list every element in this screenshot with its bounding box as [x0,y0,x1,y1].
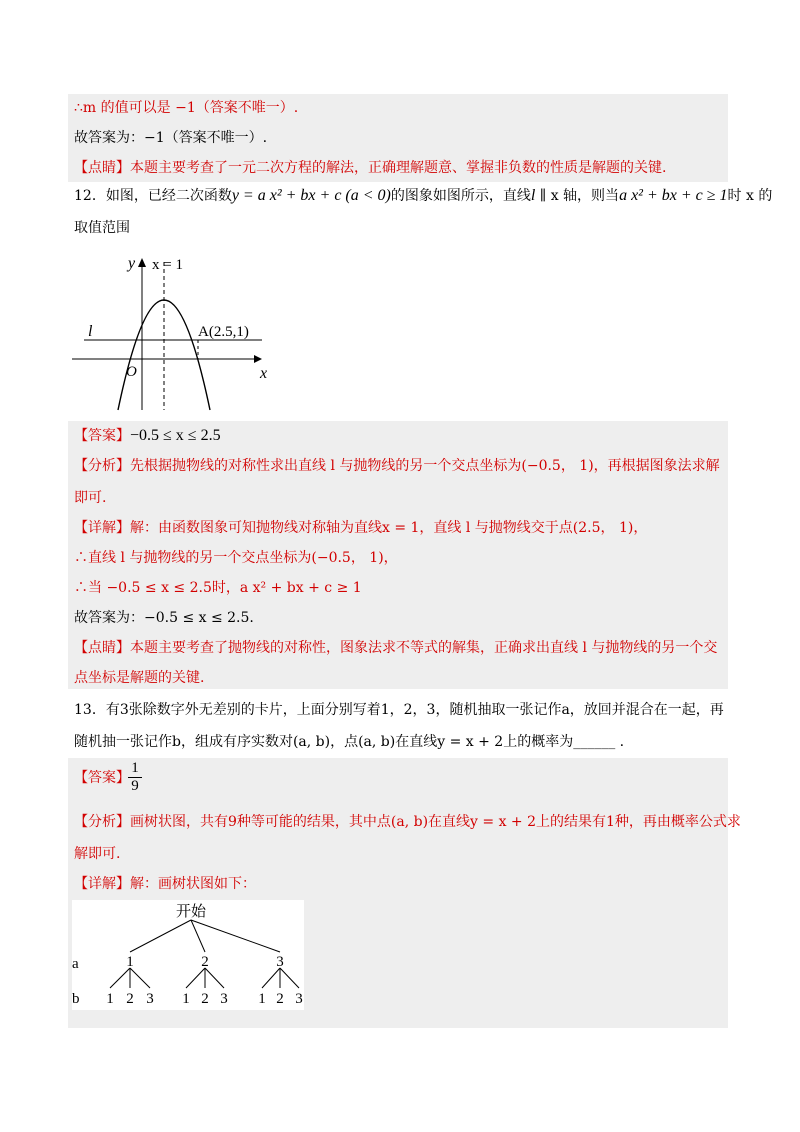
q12-detail-4: 故答案为：−0.5 ≤ x ≤ 2.5. [74,610,254,626]
q12-x-axis-text: x 轴，则当 [550,188,620,204]
line-l-label: l [88,323,93,340]
analysis-text: 画树状图，共有9种等可能的结果，其中点(a, b)在直线y = x + 2上的结果有1种，再由概率公式求 [130,814,741,830]
q12-stem-text-2: 的图象如图所示，直线 [390,188,531,204]
q11-line-2: 故答案为：−1（答案不唯一）. [74,130,268,146]
q11-insight [74,158,666,178]
q13-detail-1 [74,874,256,894]
y-axis-arrow-icon [138,258,146,267]
q13-tree-diagram [72,900,304,1010]
tree-node: 1 [126,954,134,970]
symmetry-axis-label: x = 1 [152,257,183,273]
tree-node: 2 [201,954,209,970]
insight-tag: 【点睛】 [74,160,130,176]
x-axis-label: x [260,365,268,382]
q12-inequality: a x² + bx + c ≥ 1 [619,187,728,204]
q12-parallel: ∥ [535,188,551,204]
tree-leaf: 3 [220,991,228,1007]
q13-stem-line-2: 随机抽一张记作b，组成有序实数对(a, b)，点(a, b)在直线y = x + 2上的概率为______ . [74,734,625,750]
detail-text: 解：画树状图如下： [130,876,256,892]
q12-stem-line-1 [74,186,772,206]
tree-level-1 [126,954,284,970]
tree-leaf: 3 [295,991,303,1007]
tree-leaf: 2 [201,991,209,1007]
analysis-tag: 【分析】 [74,814,130,830]
origin-label: O [126,364,137,380]
tree-leaf: 1 [258,991,266,1007]
insight-text: 本题主要考查了一元二次方程的解法，正确理解题意、掌握非负数的性质是解题的关键. [130,160,667,176]
answer-value: −0.5 ≤ x ≤ 2.5 [130,427,221,444]
analysis-tag: 【分析】 [74,458,130,474]
tree-row-b-label: b [72,991,80,1007]
insight-tag: 【点睛】 [74,640,130,656]
tree-level-2 [106,991,303,1007]
q12-stem-line-2: 取值范围 [74,220,130,236]
point-a-label: A(2.5,1) [198,324,249,340]
q12-insight-2: 点坐标是解题的关键. [74,670,205,686]
detail-tag: 【详解】 [74,876,130,892]
fraction-denominator: 9 [128,777,142,795]
q12-analysis-2: 即可. [74,490,107,506]
tree-leaf: 2 [276,991,284,1007]
tree-leaf: 1 [182,991,190,1007]
q12-detail-1 [74,518,647,538]
q13-analysis-2: 解即可. [74,846,121,862]
q12-insight-1 [74,638,717,658]
answer-tag: 【答案】 [74,428,130,444]
tree-root: 开始 [175,904,207,920]
tree-leaf: 1 [106,991,114,1007]
q11-line-1: ∴m 的值可以是 −1（答案不唯一）. [74,100,299,116]
q13-analysis-1 [74,812,741,832]
tree-leaf: 2 [126,991,134,1007]
tree-row-a-label: a [72,956,79,972]
q12-stem-text: 12．如图，已经二次函数 [74,188,232,204]
q12-analysis-1 [74,456,720,476]
q12-answer [74,426,221,446]
q12-function-equation: y = a x² + bx + c (a < 0) [231,187,391,204]
q13-answer [74,768,130,788]
tree-node: 3 [276,954,284,970]
fraction-numerator: 1 [131,760,139,776]
q12-stem-text-3: 时 x 的 [727,188,773,204]
analysis-text: 先根据抛物线的对称性求出直线 l 与抛物线的另一个交点坐标为(−0.5， 1)，再根据图象法求解 [130,458,720,474]
q12-detail-3: ∴当 −0.5 ≤ x ≤ 2.5时，a x² + bx + c ≥ 1 [74,580,362,596]
detail-tag: 【详解】 [74,520,130,536]
answer-tag: 【答案】 [74,770,130,786]
q13-stem-line-1: 13．有3张除数字外无差别的卡片，上面分别写着1，2，3，随机抽取一张记作a，放回并混合在一起，再 [74,702,724,718]
q13-answer-fraction [128,760,142,795]
x-axis-arrow-icon [254,355,262,363]
y-axis-label: y [128,255,136,272]
detail-text: 解：由函数图象可知抛物线对称轴为直线x = 1，直线 l 与抛物线交于点(2.5， 1)， [130,520,648,536]
insight-text: 本题主要考查了抛物线的对称性，图象法求不等式的解集，正确求出直线 l 与抛物线的另一个交 [130,640,718,656]
q12-detail-2: ∴直线 l 与抛物线的另一个交点坐标为(−0.5， 1)， [74,550,398,566]
tree-leaf: 3 [146,991,154,1007]
q12-parabola-figure [70,250,280,415]
q12-line-var: l [530,187,536,204]
